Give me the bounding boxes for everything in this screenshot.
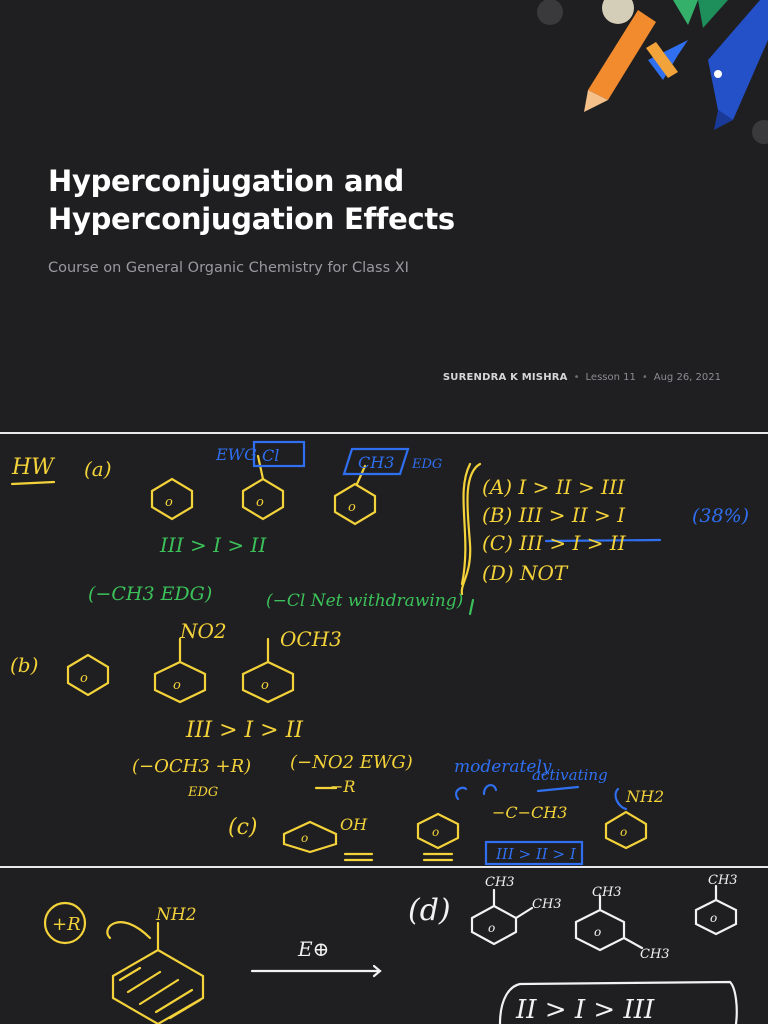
cl-net-note: (−Cl Net withdrawing)	[266, 591, 464, 611]
ring-label: o	[256, 495, 264, 510]
ch3-label: CH3	[708, 873, 738, 888]
notes-slide-1	[0, 434, 768, 866]
minus-r: −R	[330, 777, 356, 796]
plus-r-label: +R	[52, 914, 81, 935]
option-c: (C) III > I > II	[482, 531, 626, 555]
lesson-meta: SURENDRA K MISHRA • Lesson 11 • Aug 26, 2021	[442, 372, 721, 383]
no2-group: NO2	[180, 619, 227, 643]
ewg-label: EWG	[216, 445, 257, 464]
nh2-group: NH2	[626, 787, 665, 806]
edg-label: EDG	[412, 457, 443, 472]
order-a: III > I > II	[160, 533, 267, 557]
percent-label: (38%)	[692, 505, 750, 527]
question-c: (c)	[228, 815, 258, 840]
edg-small: EDG	[188, 785, 219, 800]
question-b: (b)	[10, 653, 39, 677]
ring-label: o	[620, 825, 628, 839]
och3-group: OCH3	[280, 627, 342, 651]
question-a: (a)	[84, 457, 112, 481]
och3-plus-r: (−OCH3 +R)	[132, 756, 252, 777]
author-name: SURENDRA K MISHRA	[442, 372, 568, 383]
option-b: (B) III > II > I	[482, 503, 626, 527]
ring-label: o	[173, 678, 181, 693]
ch3-box-label: CH3	[358, 453, 395, 472]
lesson-date: Aug 26, 2021	[653, 372, 721, 383]
course-subtitle: Course on General Organic Chemistry for Class XI	[48, 260, 409, 276]
question-d: (d)	[408, 893, 451, 928]
order-d: II > I > III	[516, 995, 655, 1024]
handwritten-notes	[0, 434, 768, 866]
ring-label: o	[165, 495, 173, 510]
ch3-edg-note: (−CH3 EDG)	[88, 583, 213, 605]
handwritten-notes-2	[0, 868, 768, 1024]
ch3-label: CH3	[592, 885, 622, 900]
nh2-label: NH2	[156, 905, 197, 925]
cover-slide	[0, 0, 768, 432]
pencil-decoration-icon	[528, 0, 768, 160]
lesson-title: Hyperconjugation and Hyperconjugation Effects	[48, 164, 455, 236]
ring-label: o	[594, 925, 602, 939]
ring-label: o	[432, 825, 440, 839]
oh-group: OH	[340, 815, 368, 834]
moderately-label: moderately	[454, 757, 552, 777]
ring-label: o	[710, 911, 718, 925]
ring-label: o	[488, 921, 496, 935]
notes-slide-2	[0, 868, 768, 1024]
order-b: III > I > II	[186, 718, 303, 743]
cl-box-label: Cl	[262, 446, 280, 465]
option-d: (D) NOT	[482, 561, 568, 585]
electrophile-label: E⊕	[298, 937, 330, 961]
activating-label: activating	[532, 766, 608, 784]
ring-label: o	[261, 678, 269, 693]
ch3-label: CH3	[640, 947, 670, 962]
ch3-label: CH3	[485, 875, 515, 890]
no2-ewg: (−NO2 EWG)	[290, 752, 413, 773]
lesson-number: Lesson 11	[585, 372, 636, 383]
ring-label: o	[348, 500, 356, 515]
ester-group: −C−CH3	[492, 803, 568, 822]
ring-label: o	[80, 671, 88, 686]
ch3-label: CH3	[532, 897, 562, 912]
order-c: III > II > I	[496, 845, 576, 863]
hw-label: HW	[12, 455, 54, 480]
ring-label: o	[301, 831, 309, 845]
option-a: (A) I > II > III	[482, 475, 625, 499]
